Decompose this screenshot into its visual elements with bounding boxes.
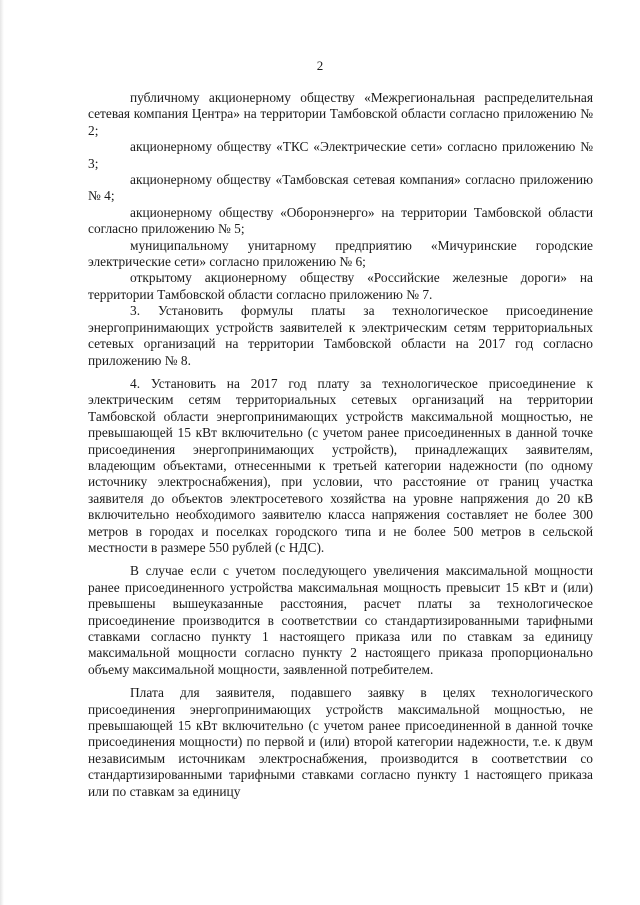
paragraph-item-3: 3. Установить формулы платы за технологическое присоединение энергопринимающих устройств заявителей к электрическим сетям территориальных сетевых организаций на территории Тамбовской области на 2017 год согласно приложению № 8. <box>88 303 593 368</box>
paragraph-mrsk-centre: публичному акционерному обществу «Межрегиональная распределительная сетевая компания Центра» на территории Тамбовской области согласно приложению № 2; <box>88 90 593 138</box>
paragraph-tambov-network: акционерному обществу «Тамбовская сетевая компания» согласно приложению № 4; <box>88 172 593 204</box>
document-body <box>88 90 593 800</box>
paragraph-increase-case: В случае если с учетом последующего увеличения максимальной мощности ранее присоединенного устройства максимальная мощность превысит 15 кВт и (или) превышены вышеуказанные расстояния, расчет платы за технологическое присоединение производится в соответствии со стандартизированными тарифными ставками согласно пункту 1 настоящего приказа или по ставкам за единицу максимальной мощности согласно пункту 2 настоящего приказа пропорционально объему максимальной мощности, заявленной потребителем. <box>88 563 593 677</box>
paragraph-oboronenergo: акционерному обществу «Оборонэнерго» на территории Тамбовской области согласно приложению № 5; <box>88 204 593 237</box>
paragraph-reliability-case: Плата для заявителя, подавшего заявку в целях технологического присоединения энергопринимающих устройств максимальной мощностью, не превышающей 15 кВт включительно (с учетом ранее присоединенной в данной точке присоединения мощности) по первой и (или) второй категории надежности, т.е. к двум независимым источникам электроснабжения, производится в соответствии со стандартизированными тарифными ставками согласно пункту 1 настоящего приказа или по ставкам за единицу <box>88 685 593 799</box>
paragraph-tks: акционерному обществу «ТКС «Электрические сети» согласно приложению № 3; <box>88 139 593 171</box>
paragraph-rzd: открытому акционерному обществу «Российские железные дороги» на территории Тамбовской области согласно приложению № 7. <box>88 270 593 302</box>
paragraph-michurinsk: муниципальному унитарному предприятию «Мичуринские городские электрические сети» согласно приложению № 6; <box>88 237 593 270</box>
scan-edge <box>0 0 4 905</box>
page-number: 2 <box>316 58 324 73</box>
paragraph-item-4: 4. Установить на 2017 год плату за технологическое присоединение к электрическим сетям территориальных сетевых организаций на территории Тамбовской области энергопринимающих устройств максимальной мощностью, не превышающей 15 кВт включительно (с учетом ранее присоединенных в данной точке присоединения энергопринимающих устройств), принадлежащих заявителям, владеющим объектами, отнесенными к третьей категории надежности (по одному источнику электроснабжения), при условии, что расстояние от границ участка заявителя до объектов электросетевого хозяйства на уровне напряжения до 20 кВ включительно необходимого заявителю класса напряжения составляет не более 300 метров в городах и поселках городского типа и не более 500 метров в сельской местности в размере 550 рублей (с НДС). <box>88 375 593 555</box>
